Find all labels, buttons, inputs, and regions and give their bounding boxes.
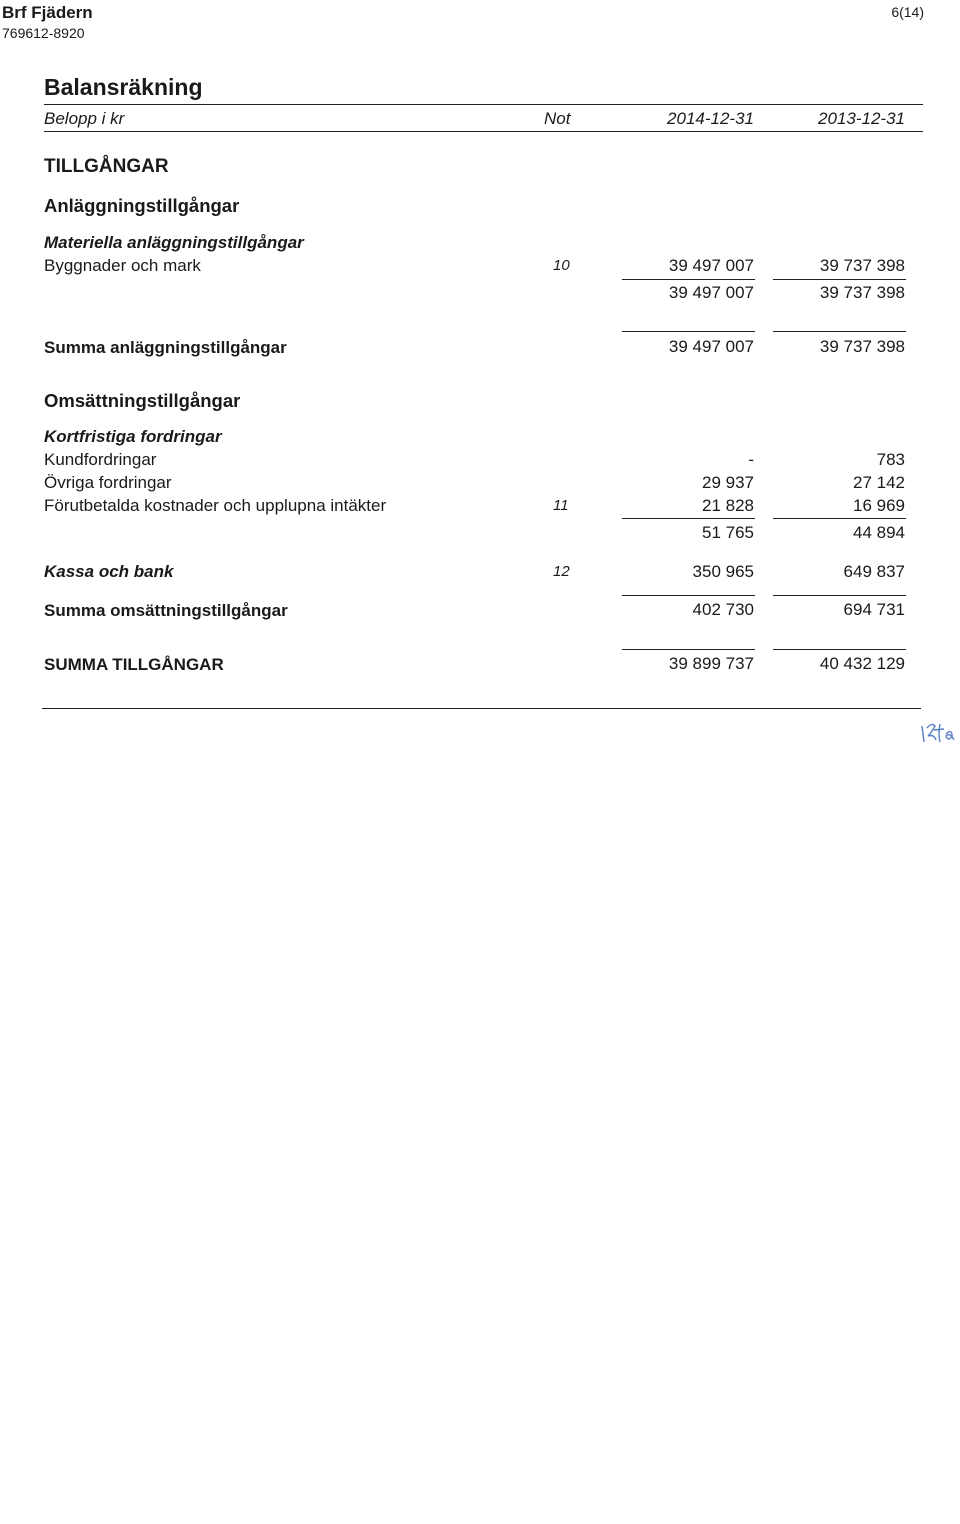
row-value-2014-buildings: 39 497 007: [668, 256, 754, 275]
row-value-2013-sum-fixed: 39 737 398: [819, 337, 905, 356]
subsection-short-receivables: Kortfristiga fordringar: [44, 427, 222, 446]
row-value-2014-other-receivables: 29 937: [702, 473, 754, 492]
section-current-assets: Omsättningstillgångar: [44, 390, 241, 411]
page-title: Balansräkning: [44, 74, 203, 100]
receivables-rule-2013: [773, 518, 906, 519]
header-rule: [44, 131, 923, 132]
sum-current-rule-2013: [773, 595, 906, 596]
sum-rule-2013: [773, 331, 906, 332]
organization-name: Brf Fjädern: [2, 3, 93, 22]
subtotal-rule-2014: [622, 279, 755, 280]
total-rule-2013: [773, 649, 906, 650]
column-header-2013: 2013-12-31: [818, 109, 905, 128]
row-note-cash-bank: 12: [553, 563, 570, 580]
row-value-2014-sum-current: 402 730: [692, 600, 754, 619]
row-label-sum-current: Summa omsättningstillgångar: [44, 601, 288, 620]
bottom-rule: [42, 708, 921, 709]
row-value-2014-cash-bank: 350 965: [692, 562, 754, 581]
row-label-customer-receivables: Kundfordringar: [44, 450, 157, 469]
row-value-2014-prepaid: 21 828: [702, 496, 754, 515]
row-value-2014-sum-fixed: 39 497 007: [668, 337, 754, 356]
receivables-rule-2014: [622, 518, 755, 519]
sum-rule-2014: [622, 331, 755, 332]
row-value-2013-customer-receivables: 783: [876, 450, 905, 469]
row-value-2013-total-assets: 40 432 129: [819, 654, 905, 673]
subtotal-2013-receivables: 44 894: [853, 523, 905, 542]
initials-signature-icon: [918, 716, 956, 746]
column-header-label: Belopp i kr: [44, 109, 125, 128]
row-label-cash-bank: Kassa och bank: [44, 562, 174, 581]
subtotal-2013-tangible: 39 737 398: [819, 283, 905, 302]
row-value-2013-cash-bank: 649 837: [843, 562, 905, 581]
subtotal-rule-2013: [773, 279, 906, 280]
page-number: 6(14): [891, 4, 924, 20]
row-value-2013-sum-current: 694 731: [843, 600, 905, 619]
subsection-tangible: Materiella anläggningstillgångar: [44, 233, 304, 252]
row-label-sum-fixed: Summa anläggningstillgångar: [44, 338, 287, 357]
row-label-total-assets: SUMMA TILLGÅNGAR: [44, 655, 224, 674]
row-value-2014-total-assets: 39 899 737: [668, 654, 754, 673]
subtotal-2014-receivables: 51 765: [702, 523, 754, 542]
row-note-prepaid: 11: [553, 497, 569, 514]
section-assets: TILLGÅNGAR: [44, 156, 169, 177]
title-rule: [44, 104, 923, 105]
row-value-2014-customer-receivables: -: [748, 450, 754, 469]
row-value-2013-prepaid: 16 969: [853, 496, 905, 515]
column-header-2014: 2014-12-31: [667, 109, 754, 128]
row-value-2013-other-receivables: 27 142: [853, 473, 905, 492]
subtotal-2014-tangible: 39 497 007: [668, 283, 754, 302]
row-label-prepaid: Förutbetalda kostnader och upplupna intäkter: [44, 496, 387, 515]
sum-current-rule-2014: [622, 595, 755, 596]
section-fixed-assets: Anläggningstillgångar: [44, 195, 240, 216]
total-rule-2014: [622, 649, 755, 650]
organization-number: 769612-8920: [2, 25, 85, 41]
row-note-buildings: 10: [553, 257, 570, 274]
row-value-2013-buildings: 39 737 398: [819, 256, 905, 275]
column-header-note: Not: [544, 109, 571, 128]
row-label-other-receivables: Övriga fordringar: [44, 473, 172, 492]
row-label-buildings: Byggnader och mark: [44, 256, 201, 275]
